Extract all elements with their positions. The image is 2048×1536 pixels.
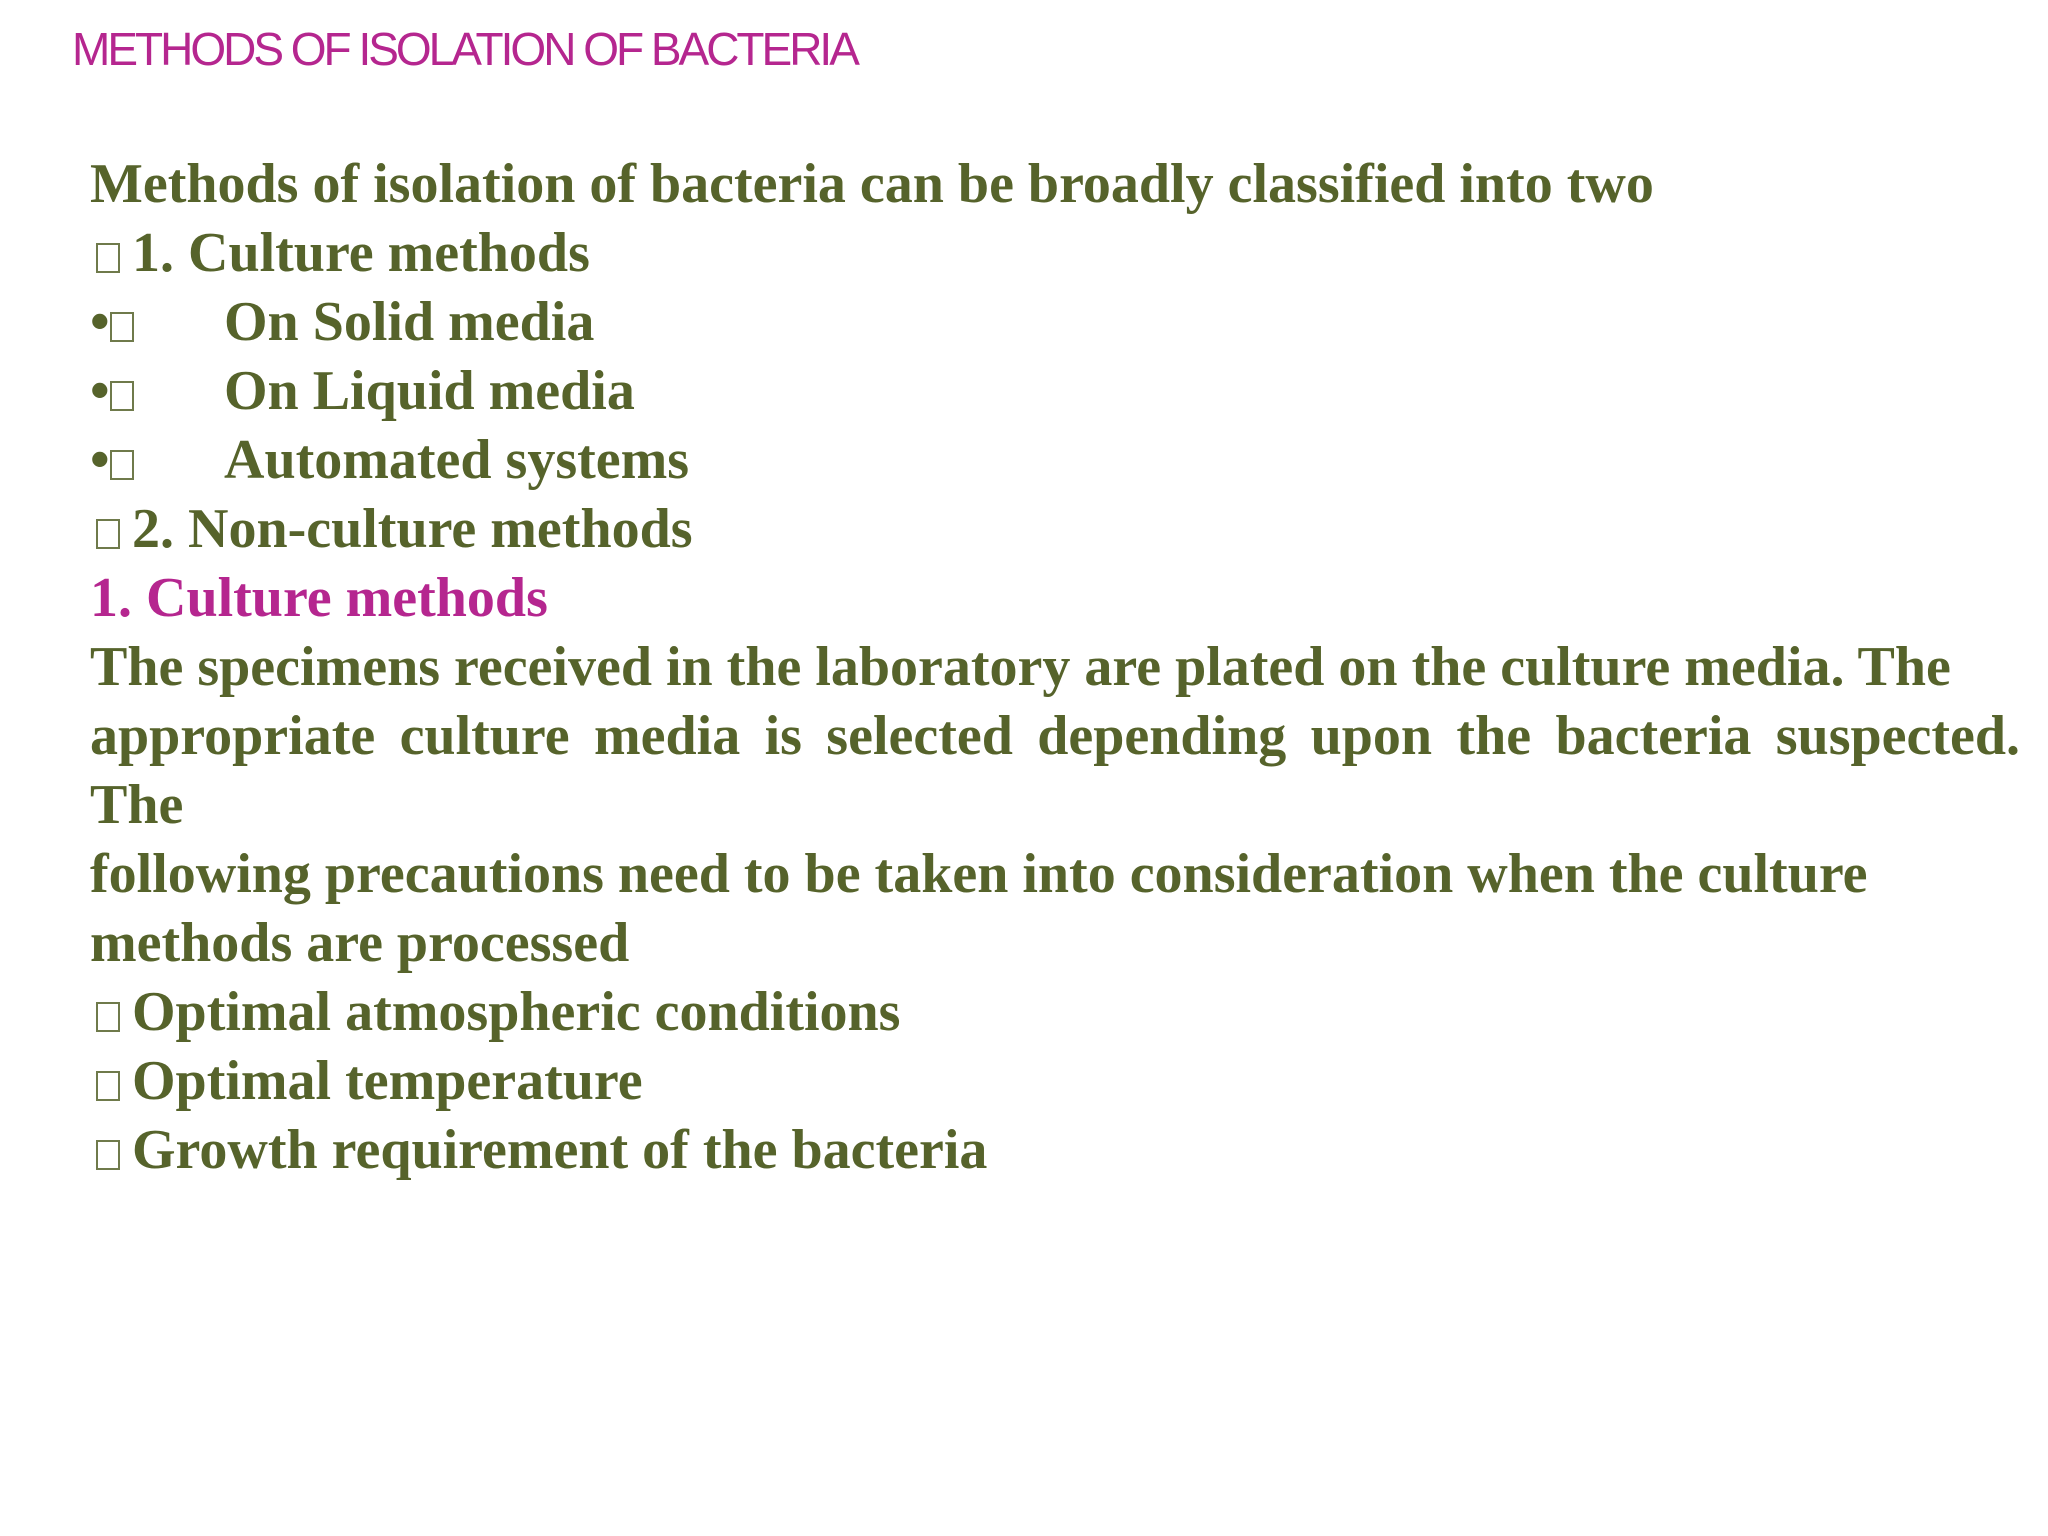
culture-item [90, 357, 2020, 426]
bullet-icon: • [90, 429, 110, 491]
culture-item-label: Automated systems [224, 429, 690, 491]
precaution-label: Growth requirement of the bacteria [132, 1119, 988, 1181]
culture-item-label: On Solid media [224, 291, 595, 353]
paragraph-line-5: methods are processed [90, 912, 630, 974]
method-1-label: 1. Culture methods [132, 222, 590, 284]
missing-glyph-box-icon [110, 450, 134, 480]
bullet-icon: • [90, 291, 110, 353]
missing-glyph-box-icon [96, 243, 120, 273]
missing-glyph-box-icon [110, 312, 134, 342]
missing-glyph-box-icon [96, 1071, 120, 1101]
bullet-icon: • [90, 360, 110, 422]
method-2-line [90, 495, 2020, 564]
missing-glyph-box-icon [96, 1140, 120, 1170]
slide-title: METHODS OF ISOLATION OF BACTERIA [72, 23, 857, 75]
paragraph-line-4: following precautions need to be taken into consideration when the culture [90, 843, 1868, 905]
method-1-line [90, 219, 2020, 288]
culture-item-label: On Liquid media [224, 360, 635, 422]
culture-item [90, 426, 2020, 495]
missing-glyph-box-icon [96, 519, 120, 549]
intro-line: Methods of isolation of bacteria can be broadly classified into two [90, 153, 1654, 215]
precaution-item [90, 978, 2020, 1047]
precaution-label: Optimal temperature [132, 1050, 643, 1112]
precaution-item [90, 1047, 2020, 1116]
paragraph-line-3: The [90, 774, 184, 836]
culture-item [90, 288, 2020, 357]
section-subheading: 1. Culture methods [90, 567, 548, 629]
slide-body [90, 150, 2020, 1185]
missing-glyph-box-icon [96, 1002, 120, 1032]
paragraph-line-2: appropriate culture media is selected depending upon the bacteria suspected. [90, 705, 2020, 767]
method-2-label: 2. Non-culture methods [132, 498, 693, 560]
paragraph-line-1: The specimens received in the laboratory are plated on the culture media. The [90, 636, 1951, 698]
missing-glyph-box-icon [110, 381, 134, 411]
precaution-label: Optimal atmospheric conditions [132, 981, 901, 1043]
precaution-item [90, 1116, 2020, 1185]
